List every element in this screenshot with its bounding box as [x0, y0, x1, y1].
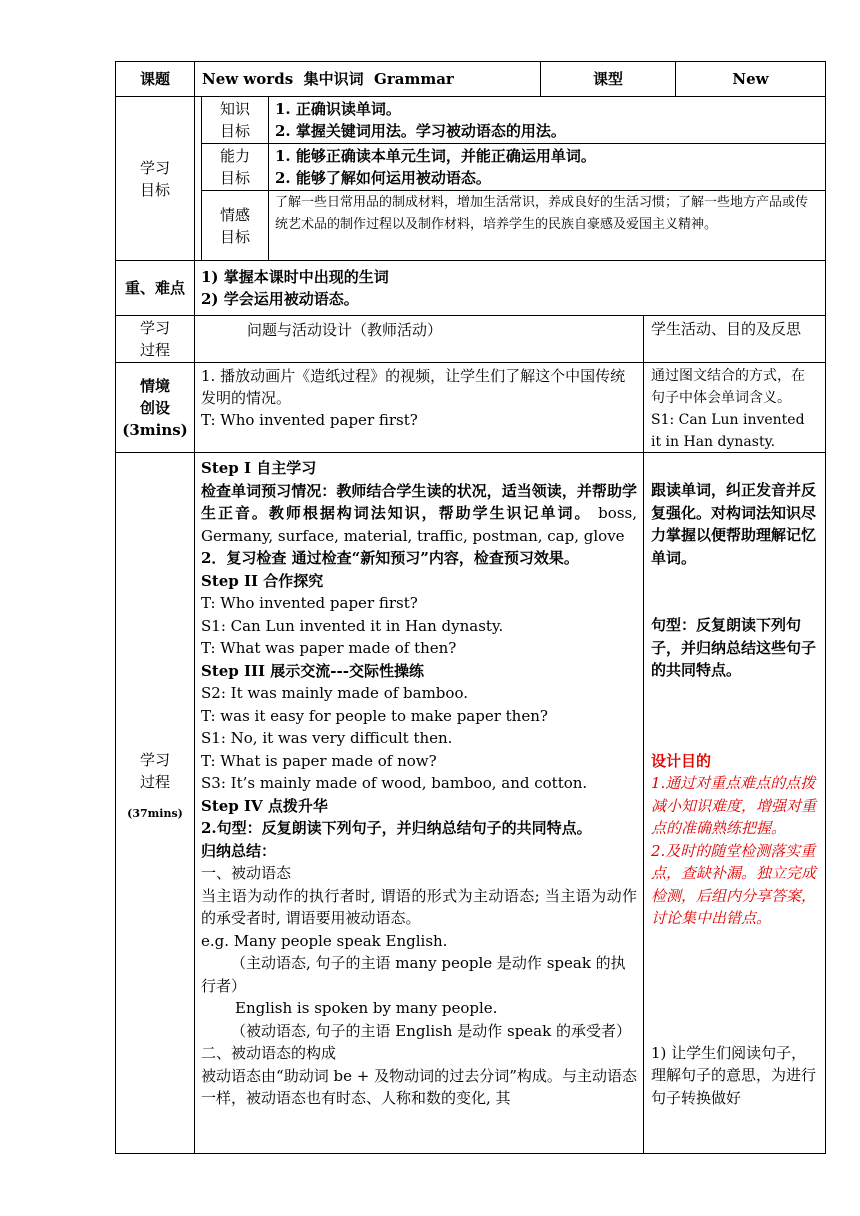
process-time: (37mins)	[127, 807, 183, 820]
process-teacher	[194, 452, 644, 1154]
structure-title: 二、被动语态的构成	[201, 1044, 337, 1062]
student-last: 1) 让学生们阅读句子，理解句子的意思，为进行句子转换做好	[651, 1043, 817, 1107]
lesson-plan-table	[115, 61, 826, 1154]
step1-review: 2．复习检查 通过检查“新知预习”内容，检查预习效果。	[201, 549, 579, 567]
situation-label: 情境创设 (3mins)	[115, 362, 195, 453]
dialog-line: T: What was paper made of then?	[201, 639, 457, 657]
step1-text: 检查单词预习情况：教师结合学生读的状况，适当领读，并帮助学生正音。教师根据构词法知识，帮助学生识记单词。 boss, Germany, surface, material, traffic, postman, cap, glove	[201, 481, 637, 545]
dialog-line: T: What is paper made of now?	[201, 751, 437, 770]
process-label: 学习过程	[139, 751, 170, 791]
step3-title: Step III 展示交流---交际性操练	[201, 661, 424, 680]
design-item: 1.通过对重点难点的点拨减小知识难度，增强对重点的准确熟练把握。	[651, 774, 817, 837]
situation-student: 通过图文结合的方式，在句子中体会单词含义。 S1: Can Lun invented it in Han dynasty.	[643, 362, 826, 453]
example2: English is spoken by many people.	[235, 999, 498, 1017]
situation-teacher: 1. 播放动画片《造纸过程》的视频，让学生们了解这个中国传统发明的情况。 T: Who invented paper first?	[194, 362, 644, 453]
student-col-header: 学生活动、目的及反思	[643, 315, 826, 363]
process-header-label: 学习过程	[115, 315, 195, 363]
dialog-line: S1: Can Lun invented it in Han dynasty.	[201, 616, 504, 635]
student-words: 跟读单词，纠正发音并反复强化。对构词法知识尽力掌握以便帮助理解记忆单词。	[651, 481, 817, 567]
step4-sentence: 2.句型：反复朗读下列句子，并归纳总结句子的共同特点。	[201, 819, 592, 837]
step2-title: Step II 合作探究	[201, 571, 324, 590]
type-value: New	[675, 61, 826, 97]
dialog-line: S1: No, it was very difficult then.	[201, 729, 453, 747]
objectives-label: 学习目标	[115, 96, 195, 261]
process-label-cell	[115, 452, 195, 1154]
dialog-line: S3: It’s mainly made of wood, bamboo, and cotton.	[201, 774, 588, 792]
structure-text: 被动语态由“助动词 be + 及物动词的过去分词”构成。与主动语态一样，被动语态也有时态、人称和数的变化, 其	[201, 1066, 637, 1107]
emotion-text: 了解一些日常用品的制成材料，增加生活常识，养成良好的生活习惯；了解一些地方产品或传统艺术品的制作过程以及制作材料，培养学生的民族自豪感及爱国主义精神。	[268, 190, 826, 261]
example1-note: （主动语态, 句子的主语 many people 是动作 speak 的执行者）	[201, 954, 626, 995]
dialog-line: T: was it easy for people to make paper then?	[201, 706, 548, 725]
dialog-line: T: Who invented paper first?	[201, 594, 418, 612]
knowledge-label: 知识目标	[201, 96, 269, 144]
summary-title: 归纳总结：	[201, 841, 277, 860]
dialog-line: S2: It was mainly made of bamboo.	[201, 684, 468, 702]
design-item: 2.及时的随堂检测落实重点，查缺补漏。独立完成检测，后组内分享答案，讨论集中出错点。	[651, 841, 817, 927]
example1: e.g. Many people speak English.	[201, 931, 448, 950]
subject-value: New words 集中识词 Grammar	[194, 61, 541, 97]
process-student	[643, 452, 826, 1154]
type-label: 课型	[540, 61, 676, 97]
teacher-col-header: 问题与活动设计（教师活动）	[194, 315, 644, 363]
design-title: 设计目的	[651, 751, 712, 770]
step1-title: Step I 自主学习	[201, 459, 317, 477]
passive-title: 一、被动语态	[201, 864, 292, 882]
ability-label: 能力目标	[201, 143, 269, 191]
example2-note: （被动语态, 句子的主语 English 是动作 speak 的承受者）	[231, 1021, 631, 1040]
passive-text: 当主语为动作的执行者时, 谓语的形式为主动语态; 当主语为动作的承受者时, 谓语要用被动语态。	[201, 886, 637, 927]
student-sentence: 句型：反复朗读下列句子，并归纳总结这些句子的共同特点。	[651, 616, 817, 679]
ability-items: 1. 能够正确读本单元生词，并能正确运用单词。 2. 能够了解如何运用被动语态。	[268, 143, 826, 191]
knowledge-items: 1. 正确识读单词。 2. 掌握关键词用法。学习被动语态的用法。	[268, 96, 826, 144]
step4-title: Step IV 点拨升华	[201, 796, 328, 815]
emotion-label: 情感目标	[201, 190, 269, 261]
key-points-items: 1) 掌握本课时中出现的生词 2) 学会运用被动语态。	[194, 260, 826, 316]
subject-label: 课题	[115, 61, 195, 97]
key-points-label: 重、难点	[115, 260, 195, 316]
